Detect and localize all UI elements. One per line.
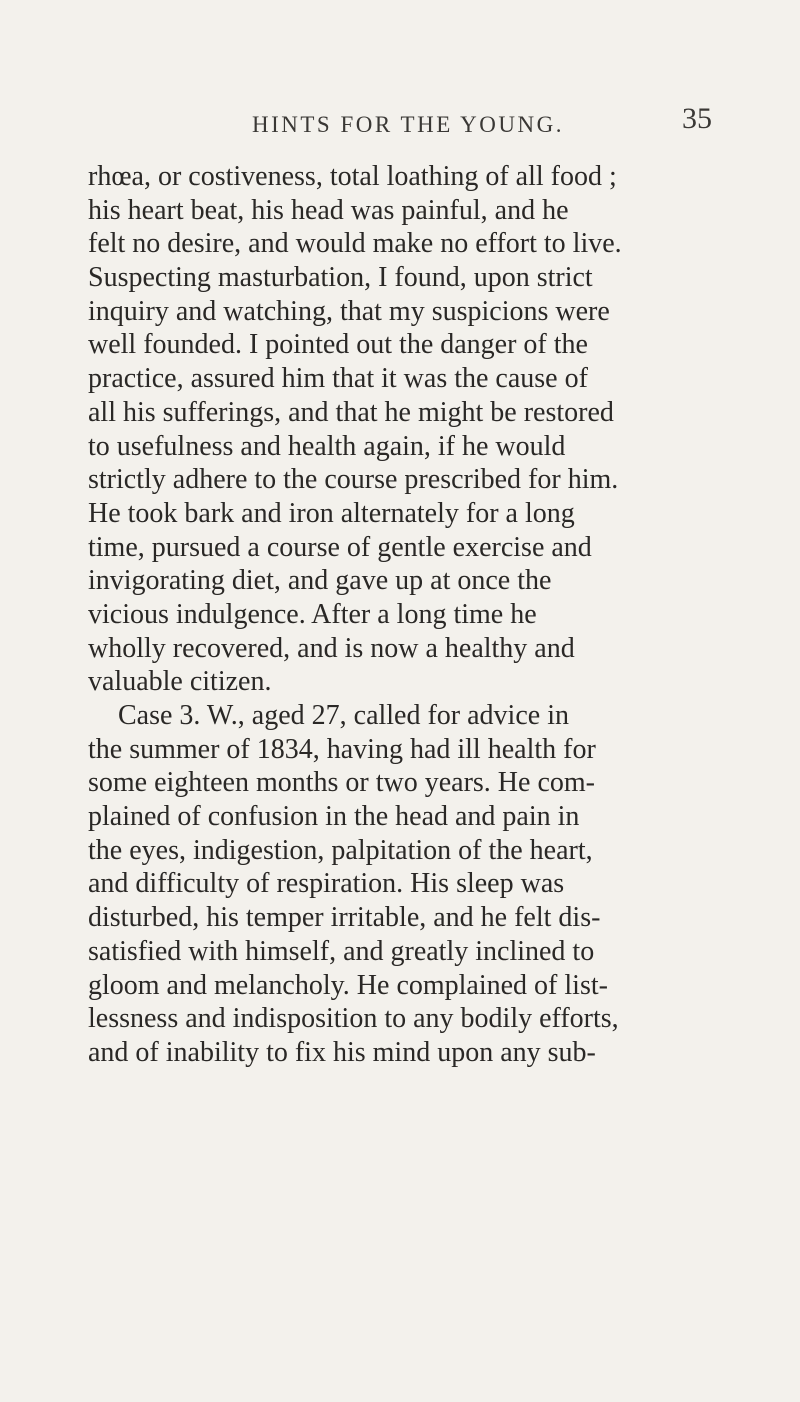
text-line: Suspecting masturbation, I found, upon strict — [88, 262, 593, 294]
running-head: HINTS FOR THE YOUNG. — [252, 112, 564, 137]
text-line: the eyes, indigestion, palpitation of the heart, — [88, 834, 593, 866]
text-line: the summer of 1834, having had ill health for — [88, 733, 596, 765]
text-line: He took bark and iron alternately for a long — [88, 497, 575, 529]
text-line: disturbed, his temper irritable, and he felt dis- — [88, 902, 601, 934]
paragraph-start-line: Case 3. W., aged 27, called for advice in — [118, 700, 569, 731]
text-line: invigorating diet, and gave up at once the — [88, 565, 552, 597]
page-number: 35 — [682, 102, 712, 135]
text-line: plained of confusion in the head and pain in — [88, 801, 580, 833]
text-line: rhœa, or costiveness, total loathing of all food ; — [88, 161, 617, 192]
text-line: felt no desire, and would make no effort to live. — [88, 228, 622, 260]
text-line: well founded. I pointed out the danger of the — [88, 329, 588, 361]
text-line: wholly recovered, and is now a healthy and — [88, 632, 575, 664]
text-line: lessness and indisposition to any bodily efforts, — [88, 1003, 619, 1035]
text-line: time, pursued a course of gentle exercise and — [88, 531, 592, 563]
text-line: some eighteen months or two years. He com- — [88, 767, 595, 799]
text-line: satisfied with himself, and greatly inclined to — [88, 935, 595, 967]
text-line: practice, assured him that it was the cause of — [88, 363, 588, 395]
text-line: strictly adhere to the course prescribed for him. — [88, 464, 619, 496]
text-line: inquiry and watching, that my suspicions were — [88, 295, 610, 327]
body-text — [88, 160, 728, 1070]
text-line: his heart beat, his head was painful, and he — [88, 194, 569, 226]
text-line: and difficulty of respiration. His sleep was — [88, 868, 565, 900]
text-line: vicious indulgence. After a long time he — [88, 598, 537, 630]
text-line: to usefulness and health again, if he would — [88, 430, 566, 462]
text-line: and of inability to fix his mind upon any sub- — [88, 1036, 596, 1068]
text-line: valuable citizen. — [88, 666, 272, 698]
text-line: gloom and melancholy. He complained of list- — [88, 969, 608, 1001]
text-line: all his sufferings, and that he might be restored — [88, 396, 614, 428]
